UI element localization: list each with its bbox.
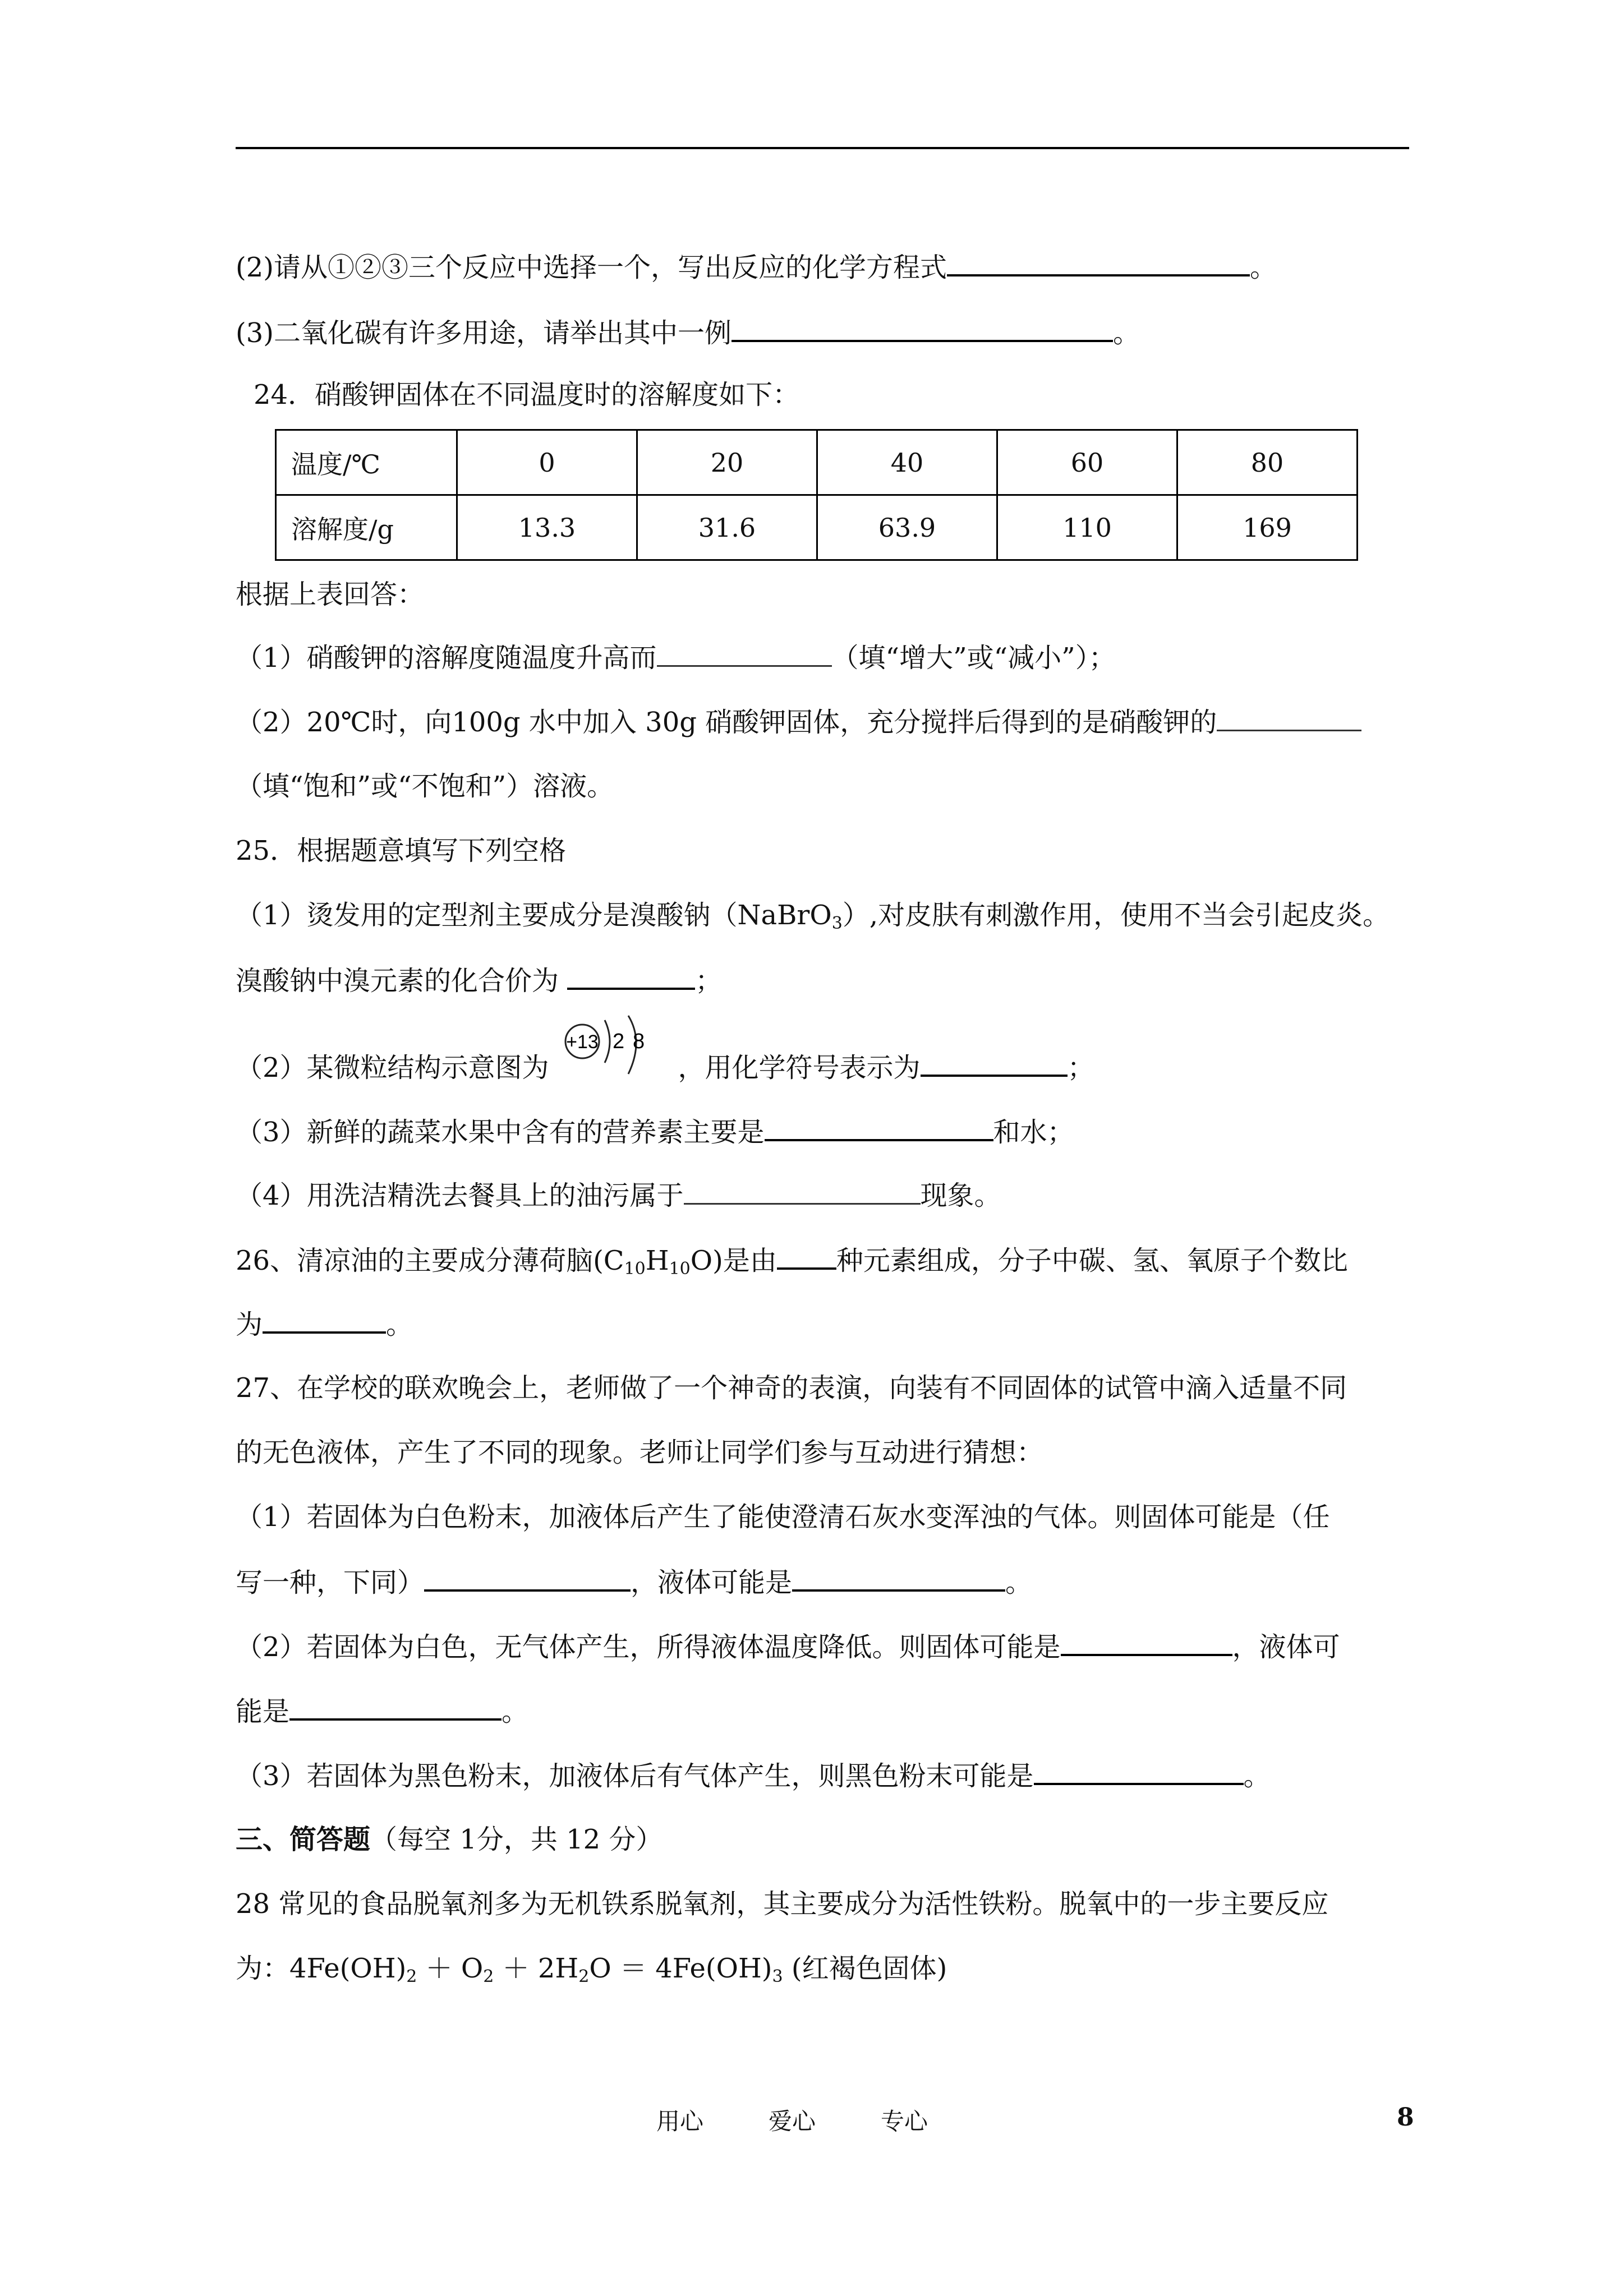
answer-blank[interactable] — [921, 1050, 1068, 1077]
q26-line1: 26、清凉油的主要成分薄荷脑$(C_{10}H_{10}O)$是由 种元素组成，分子中碳、氢、氧原子个数比 — [236, 1243, 1348, 1278]
answer-blank[interactable] — [792, 1565, 1005, 1592]
answer-blank[interactable] — [424, 1565, 631, 1592]
q27-part3: （3）若固体为黑色粉末，加液体后有气体产生，则黑色粉末可能是 。 — [236, 1758, 1271, 1793]
header-rule — [236, 147, 1409, 149]
q24-part2-line2: （填“饱和”或“不饱和”）溶液。 — [236, 771, 614, 802]
answer-blank[interactable] — [657, 640, 832, 667]
answer-blank[interactable] — [732, 315, 1113, 342]
q28-equation: 为：$4Fe(OH)_2 + O_2 + 2H_2O = 4Fe(OH)_3$ (红褐色固体) — [236, 1953, 947, 1986]
table-cell: 0 — [457, 430, 637, 495]
q26-line2: 为 。 — [236, 1307, 413, 1341]
q24-part2: （2）20℃时，向100g 水中加入 30g 硝酸钾固体，充分搅拌后得到的是硝酸钾的 — [236, 705, 1361, 739]
section-3-heading: 三、简答题（每空 1分，共 12 分） — [236, 1824, 663, 1855]
footer-text: 爱心 — [769, 2108, 816, 2135]
answer-blank[interactable] — [777, 1243, 836, 1270]
q25-part1-line2: 溴酸钠中溴元素的化合价为 ； — [236, 963, 722, 998]
q25-part4: （4）用洗洁精洗去餐具上的油污属于 现象。 — [236, 1178, 1001, 1212]
q27-part2-line2: 能是 。 — [236, 1694, 528, 1728]
table-cell: 13.3 — [457, 495, 637, 560]
table-cell: 60 — [997, 430, 1177, 495]
answer-blank[interactable] — [947, 250, 1250, 276]
q27-line2: 的无色液体，产生了不同的现象。老师让同学们参与互动进行猜想： — [236, 1437, 1044, 1468]
table-cell: 169 — [1177, 495, 1358, 560]
answer-blank[interactable] — [567, 963, 695, 990]
answer-blank[interactable] — [289, 1694, 502, 1721]
table-cell: 40 — [817, 430, 997, 495]
atom-shell1-label: 2 — [613, 1030, 625, 1053]
q27-part2-line1: （2）若固体为白色，无气体产生，所得液体温度降低。则固体可能是 ，液体可 — [236, 1629, 1340, 1664]
atom-nucleus-label: +13 — [566, 1031, 599, 1053]
q23-part2: (2)请从①②③三个反应中选择一个，写出反应的化学方程式 。 — [236, 250, 1277, 284]
table-header-cell: 温度/℃ — [276, 430, 457, 495]
q27-line1: 27、在学校的联欢晚会上，老师做了一个神奇的表演，向装有不同固体的试管中滴入适量不同 — [236, 1372, 1347, 1404]
answer-blank[interactable] — [1217, 705, 1361, 731]
footer-text: 专心 — [881, 2108, 928, 2135]
q27-part1-line1: （1）若固体为白色粉末，加液体后产生了能使澄清石灰水变浑浊的气体。则固体可能是（任 — [236, 1501, 1330, 1533]
table-cell: 110 — [997, 495, 1177, 560]
footer-text: 用心 — [656, 2108, 704, 2135]
table-cell: 31.6 — [637, 495, 817, 560]
q25-part3: （3）新鲜的蔬菜水果中含有的营养素主要是 和水； — [236, 1114, 1074, 1149]
q25-part1: （1）烫发用的定型剂主要成分是溴酸钠（NaBrO$_3$）,对皮肤有刺激作用，使用不当会引起皮炎。 — [236, 900, 1390, 933]
q23-part3: (3)二氧化碳有许多用途，请举出其中一例 。 — [236, 315, 1140, 350]
q27-part1-line2: 写一种，下同） ，液体可能是 。 — [236, 1565, 1032, 1599]
q24-prompt: 根据上表回答： — [236, 579, 425, 610]
table-header-cell: 溶解度/g — [276, 495, 457, 560]
q24-title: 24．硝酸钾固体在不同温度时的溶解度如下： — [254, 379, 800, 411]
table-cell: 20 — [637, 430, 817, 495]
q25-title: 25．根据题意填写下列空格 — [236, 835, 567, 866]
answer-blank[interactable] — [1034, 1758, 1244, 1785]
answer-blank[interactable] — [684, 1178, 921, 1205]
table-cell: 63.9 — [817, 495, 997, 560]
q25-part2: （2）某微粒结构示意图为 ，用化学符号表示为 ； — [236, 1050, 1094, 1085]
page-number: 8 — [1397, 2103, 1414, 2132]
solubility-table — [275, 429, 1358, 561]
temperature-row — [276, 430, 1358, 495]
answer-blank[interactable] — [263, 1307, 386, 1334]
answer-blank[interactable] — [1061, 1629, 1232, 1656]
atom-shell2-label: 8 — [633, 1030, 645, 1053]
solubility-row — [276, 495, 1358, 560]
q24-part1: （1）硝酸钾的溶解度随温度升高而 （填“增大”或“减小”）； — [236, 640, 1116, 675]
table-cell: 80 — [1177, 430, 1358, 495]
q28-line1: 28 常见的食品脱氧剂多为无机铁系脱氧剂，其主要成分为活性铁粉。脱氧中的一步主要反应 — [236, 1888, 1329, 1920]
answer-blank[interactable] — [765, 1114, 993, 1141]
